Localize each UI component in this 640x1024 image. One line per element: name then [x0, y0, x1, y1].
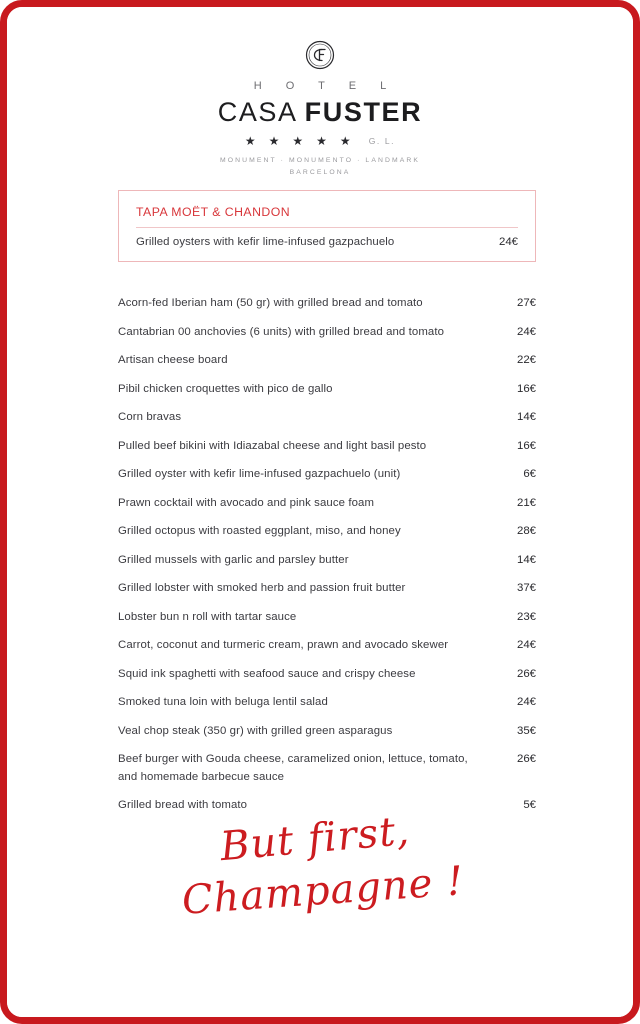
hotel-wordmark [7, 99, 633, 126]
menu-item-row [118, 723, 536, 740]
menu-item-price: 16€ [516, 382, 536, 395]
menu-item-row [118, 295, 536, 312]
menu-item-name: Squid ink spaghetti with seafood sauce and crispy cheese [118, 667, 416, 680]
menu-item-row [118, 666, 536, 683]
menu-item-name: Grilled bread with tomato [118, 799, 248, 812]
star-icon: ★ [268, 134, 280, 148]
menu-item-name: Cantabrian 00 anchovies (6 units) with grilled bread and tomato [118, 325, 445, 338]
menu-item-name: Prawn cocktail with avocado and pink sauce foam [118, 496, 375, 509]
menu-item-price: 37€ [516, 582, 536, 595]
menu-item-row [118, 751, 536, 786]
menu-item-price: 23€ [516, 610, 536, 623]
menu-item-price: 24€ [516, 696, 536, 709]
classification-label: G. L. [368, 136, 396, 146]
star-icon: ★ [292, 134, 304, 148]
menu-item-price: 16€ [516, 439, 536, 452]
featured-tapa-row [136, 236, 518, 248]
menu-item-name: Smoked tuna loin with beluga lentil salad [118, 696, 328, 709]
menu-item-name: Grilled oyster with kefir lime-infused gazpachuelo (unit) [118, 468, 401, 481]
menu-item-price: 26€ [516, 667, 536, 680]
menu-item-name: Pibil chicken croquettes with pico de gallo [118, 382, 333, 395]
menu-item-row [118, 495, 536, 512]
featured-tapa-title: TAPA MOËT & CHANDON [136, 205, 518, 228]
star-icon: ★ [244, 134, 256, 148]
menu-item-price: 14€ [516, 411, 536, 424]
menu-item-name: Veal chop steak (350 gr) with grilled green asparagus [118, 724, 393, 737]
cf-monogram-icon [305, 40, 335, 70]
menu-item-name: Acorn-fed Iberian ham (50 gr) with grilled bread and tomato [118, 297, 423, 309]
menu-item-name: Beef burger with Gouda cheese, caramelized onion, lettuce, tomato, and homemade barbecue sauce [118, 753, 468, 783]
menu-item-row [118, 438, 536, 455]
menu-item-row [118, 381, 536, 398]
wordmark-casa: CASA [217, 97, 298, 127]
signature-line-2: Champagne ! [180, 858, 466, 924]
menu-item-row [118, 466, 536, 483]
hotel-label: H O T E L [253, 80, 397, 92]
star-icon: ★ [339, 134, 351, 148]
menu-item-price: 24€ [516, 639, 536, 652]
menu-item-row [118, 609, 536, 626]
featured-tapa-price: 24€ [498, 236, 518, 248]
menu-item-name: Grilled lobster with smoked herb and passion fruit butter [118, 582, 406, 595]
menu-item-row [118, 580, 536, 597]
featured-tapa-name: Grilled oysters with kefir lime-infused gazpachuelo [136, 236, 395, 248]
hotel-brand-header [7, 7, 633, 179]
menu-item-row [118, 523, 536, 540]
menu-item-name: Lobster bun n roll with tartar sauce [118, 610, 297, 623]
menu-item-price: 24€ [516, 325, 536, 338]
menu-item-price: 28€ [516, 525, 536, 538]
menu-item-name: Pulled beef bikini with Idiazabal cheese and light basil pesto [118, 439, 427, 452]
menu-item-row [118, 352, 536, 369]
menu-item-row [118, 797, 536, 814]
menu-item-price: 27€ [516, 297, 536, 309]
menu-item-name: Corn bravas [118, 411, 182, 424]
featured-tapa-box [118, 190, 536, 262]
menu-item-name: Artisan cheese board [118, 354, 228, 367]
menu-item-name: Carrot, coconut and turmeric cream, prawn and avocado skewer [118, 639, 449, 652]
menu-item-row [118, 552, 536, 569]
star-rating [7, 135, 633, 147]
menu-item-list [118, 295, 536, 826]
menu-item-price: 21€ [516, 496, 536, 509]
menu-item-name: Grilled octopus with roasted eggplant, miso, and honey [118, 525, 401, 538]
star-icon: ★ [316, 134, 327, 148]
brand-tagline-line2: BARCELONA [289, 168, 351, 176]
champagne-signature [7, 807, 633, 924]
menu-item-name: Grilled mussels with garlic and parsley butter [118, 553, 349, 566]
menu-item-row [118, 694, 536, 711]
menu-item-price: 6€ [523, 468, 536, 481]
menu-item-price: 26€ [516, 753, 536, 766]
menu-item-price: 22€ [516, 354, 536, 367]
menu-item-price: 35€ [516, 724, 536, 737]
menu-item-row [118, 324, 536, 341]
menu-page [7, 7, 633, 1017]
menu-item-price: 5€ [523, 799, 536, 812]
menu-item-row [118, 637, 536, 654]
menu-item-row [118, 409, 536, 426]
wordmark-fuster: FUSTER [304, 97, 423, 127]
signature-line-1: But first, [218, 807, 412, 871]
brand-tagline-line1: MONUMENT · MONUMENTO · LANDMARK [219, 157, 421, 164]
menu-item-price: 14€ [516, 553, 536, 566]
